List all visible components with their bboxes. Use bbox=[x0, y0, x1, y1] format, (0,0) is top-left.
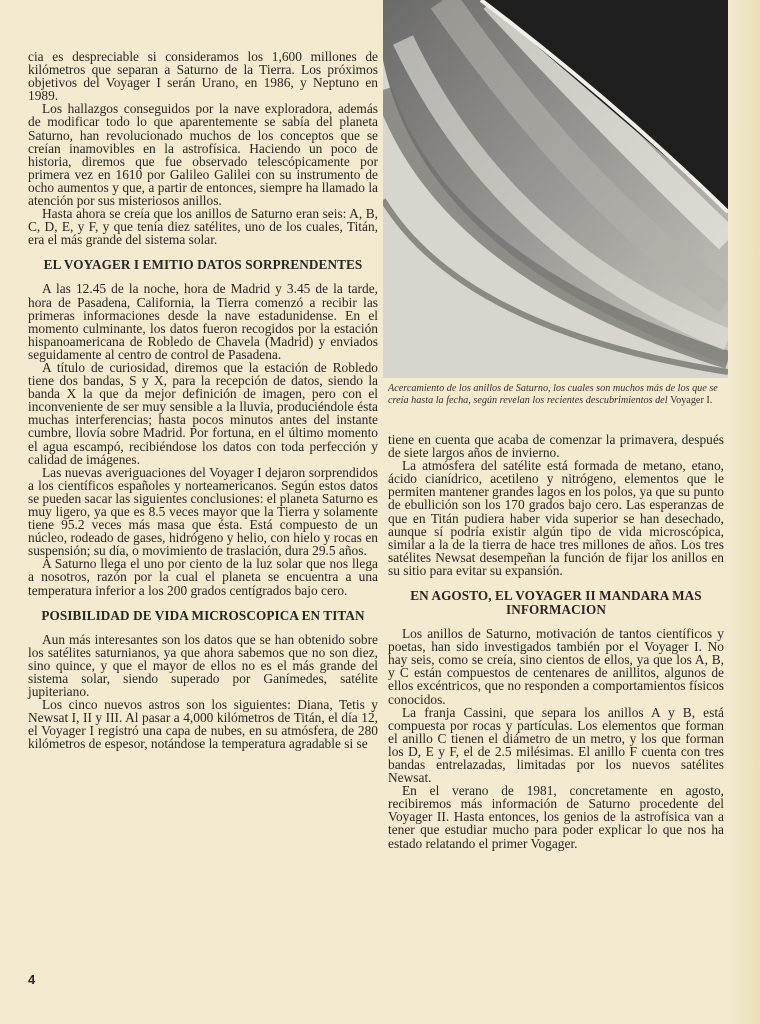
page-edge bbox=[728, 0, 760, 1024]
paragraph: Hasta ahora se creía que los anillos de Saturno eran seis: A, B, C, D, E, y F, y que tenía diez satélites, uno de los cuales, Titán, era el más grande del sistema solar. bbox=[28, 206, 378, 248]
section-heading: EL VOYAGER I EMITIO DATOS SORPRENDENTES bbox=[43, 257, 363, 273]
paragraph: Los cinco nuevos astros son los siguientes: Diana, Tetis y Newsat I, II y III. Al pasar a 4,000 kilómetros de Titán, el día 12, el Voyager I registró una capa de nubes, en su atmósfera, de 280 kilómetros de espesor, notándose la temperatura agradable si se bbox=[28, 697, 378, 752]
paragraph: cia es despreciable si consideramos los 1,600 millones de kilómetros que separan a Saturno de la Tierra. Los próximos objetivos del Voyager I serán Urano, en 1986, y Neptuno en 1989. bbox=[28, 49, 378, 104]
caption-voyager: Voyager I. bbox=[670, 395, 713, 407]
right-column bbox=[388, 433, 724, 850]
paragraph: A las 12.45 de la noche, hora de Madrid y 3.45 de la tarde, hora de Pasadena, California, la Tierra comenzó a recibir las primeras informaciones desde la nave estadunidense. En el momento culminante, los datos fueron recogidos por la estación hispanoamericana de Robledo de Chavela (Madrid) y enviados seguidamente al centro de control de Pasadena. bbox=[28, 281, 378, 362]
paragraph: En el verano de 1981, concretamente en agosto, recibiremos más información de Saturno procedente del Voyager II. Hasta entonces, los genios de la astrofísica van a tener que estudiar mucho para poder explicar lo que nos ha estado relatando el primer Vogager. bbox=[388, 783, 724, 851]
paragraph: Los anillos de Saturno, motivación de tantos científicos y poetas, han sido investigados también por el Voyager I. No hay seis, como se creía, sino cientos de ellos, ya que los A, B, y C están compuestos de centenares de anillitos, algunos de ellos excéntricos, que no responden a comportamientos físicos conocidos. bbox=[388, 626, 724, 707]
paragraph: La atmósfera del satélite está formada de metano, etano, ácido cianídrico, acetileno y nitrógeno, elementos que le permiten mantener grandes lagos en los polos, ya que su punto de ebullición son los 170 grados bajo cero. Las esperanzas de que en Titán pudiera haber vida superior se han desechado, aunque sí podría existir algún tipo de vida microscópica, similar a la de la tierra de hace tres millones de años. Los tres satélites Newsat desempeñan la función de fijar los anillos en su sitio para evitar su expansión. bbox=[388, 458, 724, 578]
paragraph: Los hallazgos conseguidos por la nave exploradora, además de modificar todo lo que aparentemente se sabía del planeta Saturno, han revolucionado muchos de los conceptos que se creían inamovibles en la astrofísica. Haciendo un poco de historia, diremos que fue observado telescópicamente por primera vez en 1610 por Galileo Galilei con su instrumento de ocho aumentos y que, a partir de entonces, siempre ha llamado la atención por sus misteriosos anillos. bbox=[28, 101, 378, 209]
saturn-rings-photo bbox=[383, 0, 728, 378]
paragraph: Las nuevas averiguaciones del Voyager I dejaron sorprendidos a los científicos españoles y norteamericanos. Según estos datos se pueden sacar las siguientes conclusiones: el planeta Saturno es muy ligero, ya que es 8.5 veces mayor que la Tierra y solamente tiene 95.2 veces más masa que ésta. Está compuesto de un núcleo, rodeado de gases, hidrógeno y helio, con hielo y rocas en suspensión; su día, o movimiento de traslación, dura 29.5 años. bbox=[28, 464, 378, 559]
paragraph: Aun más interesantes son los datos que se han obtenido sobre los satélites saturnianos, ya que ahora sabemos que no son diez, sino quince, y que el mayor de ellos no es el más grande del sistema solar, siendo superado por Ganímedes, satélite jupiteriano. bbox=[28, 631, 378, 700]
paragraph: La franja Cassini, que separa los anillos A y B, está compuesta por rocas y partículas. Los elementos que forman el anillo C tienen el diámetro de un metro, y los que forman los D, E y F, el de 2.5 milésimas. El anillo F cuenta con tres bandas entrelazadas, limitadas por los nuevos satélites Newsat. bbox=[388, 704, 724, 786]
left-column bbox=[28, 50, 378, 751]
caption-text: Acercamiento de los anillos de Saturno, los cuales son muchos más de los que se creía hasta la fecha, según revelan los recientes descubrimientos del bbox=[388, 383, 718, 407]
photo-caption bbox=[388, 383, 724, 408]
paragraph: A título de curiosidad, diremos que la estación de Robledo tiene dos bandas, S y X, para la recepción de datos, siendo la banda X la que da mejor definición de imagen, pero con el inconveniente de ser muy sensible a la lluvia, produciéndole ésta muchas interferencias; hasta pocos minutos antes del instante cumbre, llovía sobre Madrid. Por fortuna, en el último momento el agua escampó, recibiéndose los datos con toda perfección y calidad de imágenes. bbox=[28, 359, 378, 467]
paragraph: A Saturno llega el uno por ciento de la luz solar que nos llega a nosotros, razón por la cual el planeta se encuentra a una temperatura inferior a los 200 grados centígrados bajo cero. bbox=[28, 556, 378, 598]
paragraph: tiene en cuenta que acaba de comenzar la primavera, después de siete largos años de invierno. bbox=[388, 432, 724, 461]
section-heading: EN AGOSTO, EL VOYAGER II MANDARA MAS INFORMACION bbox=[410, 588, 702, 618]
section-heading: POSIBILIDAD DE VIDA MICROSCOPICA EN TITAN bbox=[41, 607, 365, 623]
page-number: 4 bbox=[28, 972, 36, 987]
